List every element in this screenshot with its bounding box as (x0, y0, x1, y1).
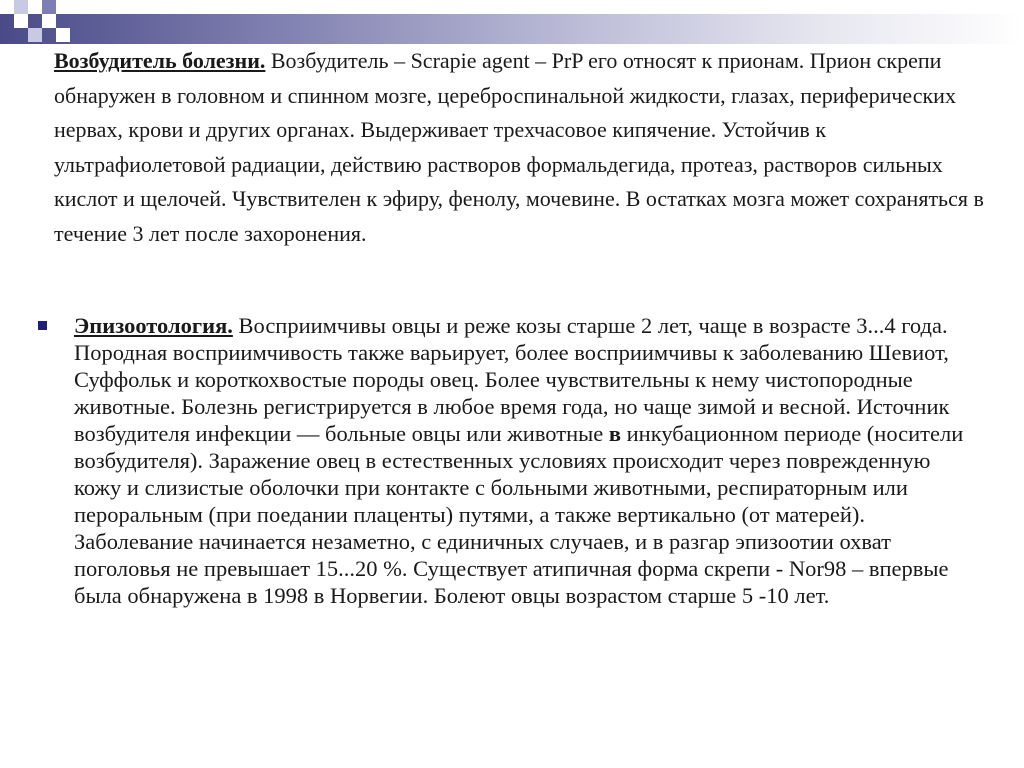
header-square-decoration (14, 14, 28, 28)
epizootology-heading: Эпизоотология. (74, 313, 233, 338)
bold-preposition: в (608, 421, 622, 446)
header-square-decoration (0, 0, 14, 14)
pathogen-paragraph (54, 44, 984, 251)
header-decoration-bar (0, 14, 1024, 44)
header-square-decoration (28, 0, 42, 14)
square-bullet-icon (38, 321, 47, 330)
epizootology-text-continued: инкубационном периоде (носители возбудителя). Заражение овец в естественных условиях происходит через поврежденную кожу и слизистые оболочки при контакте с больными животными, респираторным или пероральным (при поедании плаценты) путями, а также вертикально (от матерей). Заболевание начинается незаметно, с единичных случаев, и в разгар эпизоотии охват поголовья не превышает 15...20 %. Существует атипичная форма скрепи - Nor98 – впервые была обнаружена в 1998 в Норвегии. Болеют овцы возрастом старше 5 -10 лет. (74, 421, 964, 608)
pathogen-text: Возбудитель – Scrapie agent – PrP его относят к прионам. Прион скрепи обнаружен в головном и спинном мозге, цереброспинальной жидкости, глазах, периферических нервах, крови и других органах. Выдерживает трехчасовое кипячение. Устойчив к ультрафиолетовой радиации, действию растворов формальдегида, протеаз, растворов сильных кислот и щелочей. Чувствителен к эфиру, фенолу, мочевине. В остатках мозга может сохраняться в течение 3 лет после захоронения. (54, 48, 984, 246)
epizootology-text: Восприимчивы овцы и реже козы старше 2 лет, чаще в возрасте 3...4 года. Породная восприимчивость также варьирует, более восприимчивы к заболеванию Шевиот, Суффольк и короткохвостые породы овец. Более чувствительны к нему чистопородные животные. Болезнь регистрируется в любое время года, но чаще зимой и весной. Источник возбудителя инфекции — больные овцы или животные (74, 313, 950, 446)
header-square-decoration (42, 0, 56, 14)
header-square-decoration (28, 28, 42, 42)
header-square-decoration (56, 28, 70, 42)
pathogen-heading: Возбудитель болезни. (54, 48, 266, 73)
epizootology-paragraph (74, 312, 974, 609)
header-square-decoration (14, 0, 28, 14)
header-square-decoration (42, 14, 56, 28)
